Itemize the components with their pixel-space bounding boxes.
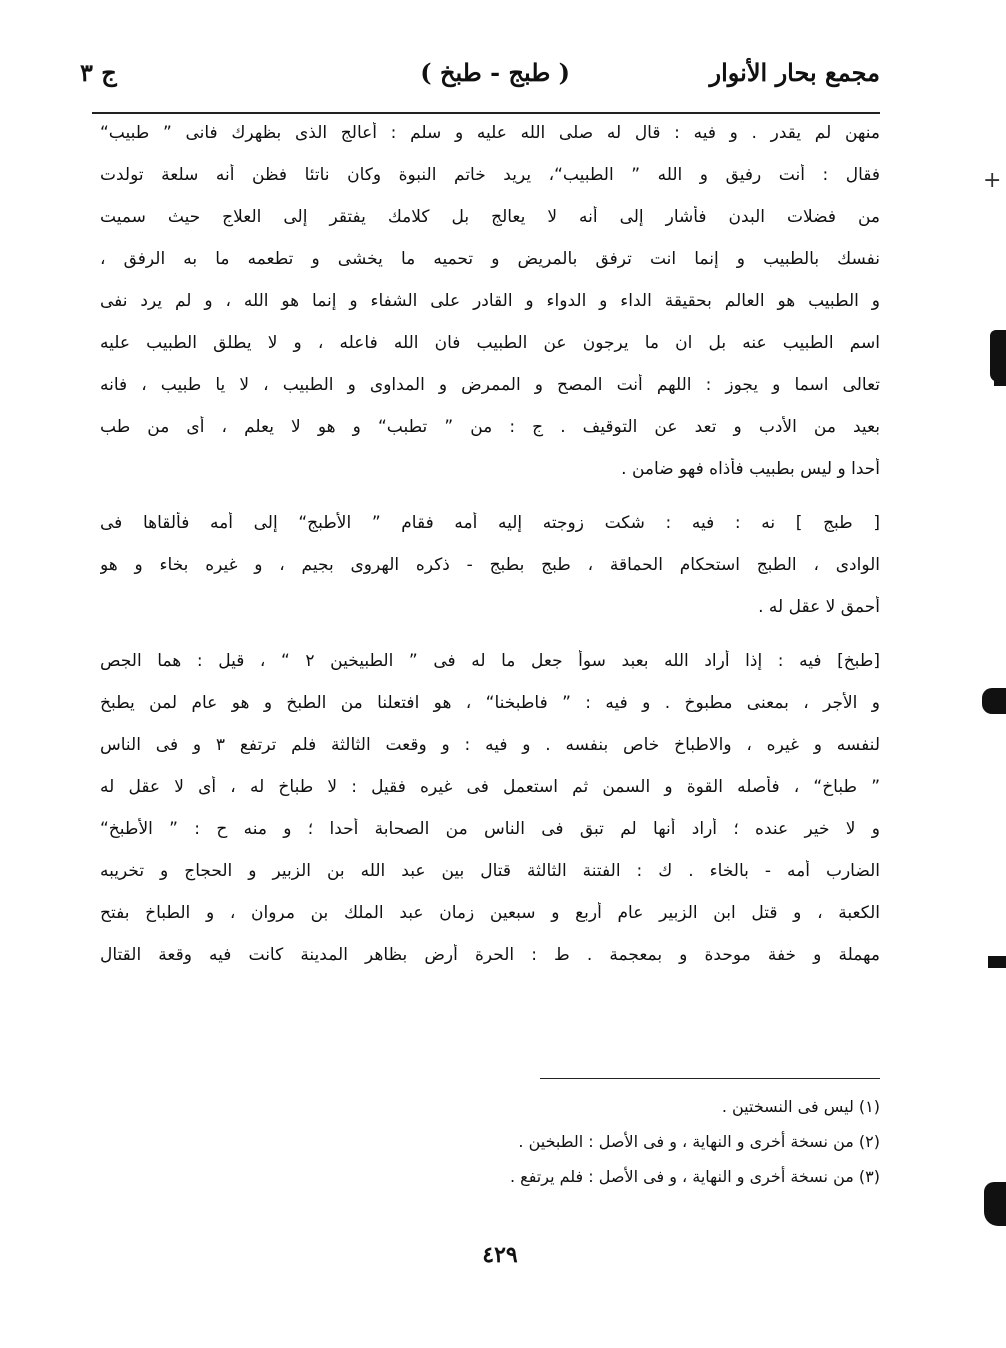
- text-line: نفسك بالطبيب و إنما انت ترفق بالمريض و تحميه ما يخشى و تطعمه ما به الرفق ،: [100, 249, 880, 269]
- text-line: تعالى اسما و يجوز : اللهم أنت المصح و الممرض و المداوى و الطبيب ، لا يا طبيب ، فانه: [100, 375, 880, 395]
- header-divider: [92, 112, 880, 114]
- text-line: و لا خير عنده ؛ أراد أنها لم تبق فى الناس من الصحابة أحدا ؛ و منه ح : ” الأطبخ“: [100, 819, 880, 839]
- scan-edge-mark: [994, 372, 1006, 386]
- paragraph-gap: [100, 638, 880, 650]
- text-line: الكعبة ، و قتل ابن الزبير عام أربع و سبعين زمان عبد الملك بن مروان ، و الطباخ بفتح: [100, 903, 880, 923]
- text-line: مهملة و خفة موحدة و بمعجمة . ط : الحرة أرض بظاهر المدينة كانت فيه وقعة القتال: [100, 945, 880, 965]
- scan-edge-mark: [988, 956, 1006, 968]
- margin-cross-mark: +: [983, 168, 1002, 193]
- text-line: الضارب أمه - بالخاء . ك : الفتنة الثالثة قتال بين عبد الله بن الزبير و الحجاج و تخريبه: [100, 861, 880, 881]
- entry-line-tabaj: [ طبج ] نه : فيه : شكت زوجته إليه أمه فقام ” الأطبج“ إلى أمه فألقاها فى: [100, 513, 880, 533]
- page-number: ٤٢٩: [482, 1242, 518, 1268]
- text-line: ” طباخ“ ، فأصله القوة و السمن ثم استعمل فى غيره فقيل : لا طباخ له ، أى لا عقل له: [100, 777, 880, 797]
- text-line-last: أحمق لا عقل له .: [758, 597, 880, 617]
- main-text: [100, 122, 880, 986]
- page-header: [80, 58, 880, 98]
- footnotes: [390, 1096, 880, 1201]
- footnote-3: (٣) من نسخة أخرى و النهاية ، و فى الأصل : فلم يرتفع .: [510, 1167, 880, 1186]
- entry-line-tabakh: [طبخ] فيه : إذا أراد الله بعبد سوأ جعل ما له فى ” الطبيخين ٢ “ ، قيل : هما الجص: [100, 651, 880, 671]
- text-line-last: أحدا و ليس بطبيب فأذاه فهو ضامن .: [621, 459, 880, 479]
- text-line: من فضلات البدن فأشار إلى أنه لا يعالج بل كلامك يفتقر إلى العلاج حيث سميت: [100, 207, 880, 227]
- volume-label: ج ٣: [80, 58, 117, 87]
- text-line: الوادى ، الطبج استحكام الحماقة ، طبج بطبج - ذكره الهروى بجيم ، و غيره بخاء و هو: [100, 555, 880, 575]
- text-line: و الأجر ، بمعنى مطبوخ . و فيه : ” فاطبخنا“ ، هو افتعلنا من الطبخ و هو عام لمن يطبخ: [100, 693, 880, 713]
- text-line: و الطبيب هو العالم بحقيقة الداء و الدواء و القادر على الشفاء و إنما هو الله ، و لم يرد نفى: [100, 291, 880, 311]
- text-line: اسم الطبيب عنه بل ان ما يرجون عن الطبيب فان الله فاعله ، و لا يطلق الطبيب عليه: [100, 333, 880, 353]
- text-line: فقال : أنت رفيق و الله ” الطبيب“، يريد خاتم النبوة وكان ناتئا فظن أنه سلعة تولدت: [100, 165, 880, 185]
- book-title: مجمع بحار الأنوار: [709, 58, 880, 87]
- footnote-divider: [540, 1078, 880, 1079]
- footnote-1: (١) ليس فى النسختين .: [721, 1097, 880, 1116]
- scan-edge-mark: [982, 688, 1006, 714]
- text-line: منهن لم يقدر . و فيه : قال له صلى الله عليه و سلم : أعالج الذى بظهرك فانى ” طبيب“: [100, 123, 880, 143]
- scan-edge-mark: [984, 1182, 1006, 1226]
- paragraph-gap: [100, 500, 880, 512]
- entry-range: ( طبج - طبخ ): [420, 58, 570, 87]
- footnote-2: (٢) من نسخة أخرى و النهاية ، و فى الأصل : الطبخين .: [518, 1132, 880, 1151]
- text-line: بعيد من الأدب و تعد عن التوقيف . ج : من ” تطبب“ و هو لا يعلم ، أى من طب: [100, 417, 880, 437]
- text-line: لنفسه و غيره ، والاطباخ خاص بنفسه . و فيه : و وقعت الثالثة فلم ترتفع ٣ و فى الناس: [100, 735, 880, 755]
